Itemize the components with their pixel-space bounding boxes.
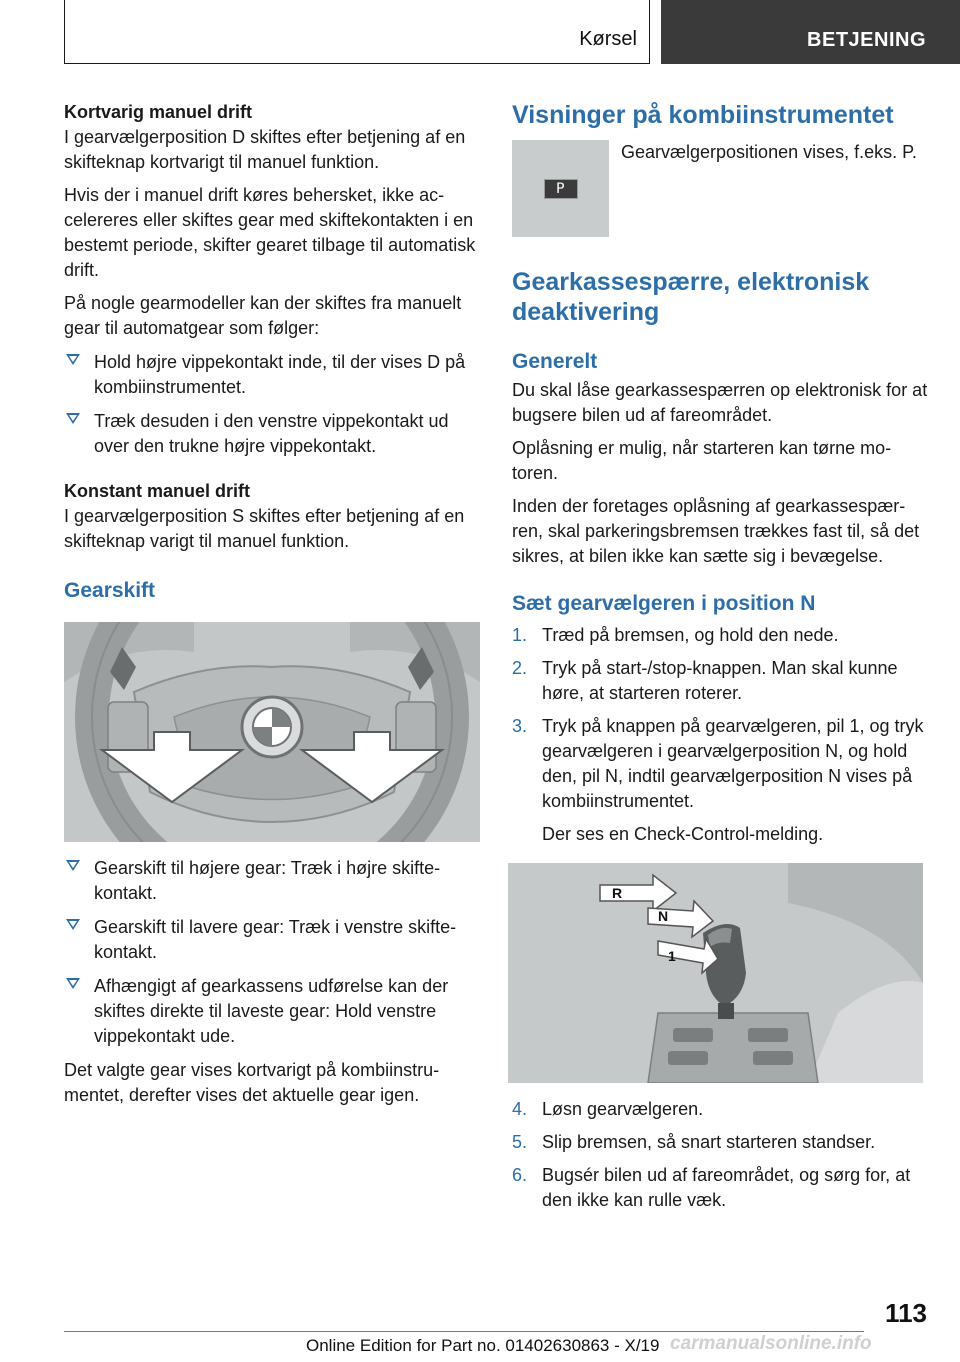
gearskift-bullet bbox=[64, 974, 482, 1049]
gear-display-letter: P bbox=[556, 181, 565, 197]
footer-divider bbox=[64, 1331, 864, 1332]
gearskift-bullet bbox=[64, 856, 482, 906]
generelt-paragraph-2: Oplåsning er mulig, når starteren kan tørne motoren. bbox=[512, 438, 892, 483]
right-column bbox=[512, 100, 928, 1221]
kortvarig-paragraph-2: Hvis der i manuel drift køres behersket, ikke accelereres eller skiftes gear med skiftekontakten i en bestemt periode, skifter gearet tilbage til automatisk drift. bbox=[64, 185, 476, 280]
arrow-label-r: R bbox=[612, 885, 623, 901]
saet-heading: Sæt gearvælgeren i position N bbox=[512, 592, 816, 615]
kortvarig-bullet bbox=[64, 409, 482, 459]
step3-note: Der ses en Check-Control-melding. bbox=[542, 824, 824, 844]
bullet-text: Hold højre vippekontakt inde, til der vises D på kombiinstrumentet. bbox=[94, 352, 466, 397]
gear-selector-illustration bbox=[508, 863, 923, 1083]
step-number: 2. bbox=[512, 658, 528, 678]
bullet-text: Træk desuden i den venstre vippekontakt ud over den trukne højre vippekontakt. bbox=[94, 411, 449, 456]
kortvarig-bullet bbox=[64, 350, 482, 400]
step-text: Tryk på knappen på gearvælgeren, pil 1, og tryk gearvælgeren i gearvælgerposition N, og hold den, pil N, indtil gearvælgerposition N vises på kombiinstrumentet. bbox=[542, 716, 924, 811]
gear-display-illustration bbox=[512, 140, 609, 237]
kortvarig-title: Kortvarig manuel drift bbox=[64, 102, 253, 122]
steering-wheel-drawing bbox=[64, 622, 480, 842]
step-number: 3. bbox=[512, 716, 528, 736]
triangle-bullet-icon bbox=[66, 919, 80, 930]
bullet-text: Gearskift til højere gear: Træk i højre skiftekontakt. bbox=[94, 858, 441, 903]
triangle-bullet-icon bbox=[66, 413, 80, 424]
arrow-label-n: N bbox=[658, 908, 669, 924]
spaerre-heading: Gearkassespærre, elektronisk deaktivering bbox=[512, 268, 870, 326]
steering-wheel-illustration bbox=[64, 622, 480, 842]
step-text: Træd på bremsen, og hold den nede. bbox=[542, 625, 839, 645]
step-number: 5. bbox=[512, 1132, 528, 1152]
gearskift-heading: Gearskift bbox=[64, 579, 156, 602]
konstant-paragraph: I gearvælgerposition S skiftes efter betjening af en skifteknap varigt til manuel funktion. bbox=[64, 506, 465, 551]
visninger-heading: Visninger på kombiinstrumentet bbox=[512, 101, 894, 129]
header-section-box bbox=[64, 0, 650, 64]
bullet-text: Gearskift til lavere gear: Træk i venstre skiftekontakt. bbox=[94, 917, 457, 962]
generelt-heading: Generelt bbox=[512, 350, 598, 373]
kortvarig-paragraph-1: I gearvælgerposition D skiftes efter betjening af en skifteknap kortvarigt til manuel funktion. bbox=[64, 127, 466, 172]
footer-edition: Online Edition for Part no. 01402630863 - X/19 bbox=[306, 1336, 660, 1355]
step-number: 1. bbox=[512, 625, 528, 645]
visninger-text: Gearvælgerpositionen vises, f.eks. P. bbox=[621, 142, 917, 162]
step-number: 6. bbox=[512, 1165, 528, 1185]
gearskift-bullet bbox=[64, 915, 482, 965]
generelt-paragraph-1: Du skal låse gearkassespærren op elektronisk for at bugsere bilen ud af fareområdet. bbox=[512, 380, 928, 425]
gear-selector-drawing bbox=[508, 863, 923, 1083]
triangle-bullet-icon bbox=[66, 860, 80, 871]
footer-watermark: carmanualsonline.info bbox=[670, 1333, 872, 1354]
kortvarig-paragraph-3: På nogle gearmodeller kan der skiftes fra manuelt gear til automatgear som følger: bbox=[64, 293, 462, 338]
triangle-bullet-icon bbox=[66, 354, 80, 365]
header-chapter-title: BETJENING bbox=[807, 29, 926, 51]
header-section-title: Kørsel bbox=[579, 28, 637, 50]
page-number: 113 bbox=[885, 1298, 927, 1328]
step-item bbox=[512, 1130, 928, 1155]
step-item bbox=[512, 1163, 928, 1213]
step-item bbox=[512, 714, 928, 814]
step-number: 4. bbox=[512, 1099, 528, 1119]
step-text: Slip bremsen, så snart starteren standser. bbox=[542, 1132, 876, 1152]
visninger-block bbox=[512, 140, 928, 237]
step-item bbox=[512, 1097, 928, 1122]
bullet-text: Afhængigt af gearkassens udførelse kan der skiftes direkte til laveste gear: Hold venstre vippekontakt ude. bbox=[94, 976, 449, 1046]
header-chapter-box bbox=[661, 0, 960, 64]
step-item bbox=[512, 656, 928, 706]
step-text: Tryk på start-/stop-knappen. Man skal kunne høre, at starteren roterer. bbox=[542, 658, 898, 703]
konstant-title: Konstant manuel drift bbox=[64, 481, 251, 501]
gear-display-screen bbox=[544, 179, 578, 199]
left-column bbox=[64, 100, 482, 1116]
step-item bbox=[512, 623, 928, 648]
gearskift-paragraph: Det valgte gear vises kortvarigt på kombiinstrumentet, derefter vises det aktuelle gear igen. bbox=[64, 1060, 440, 1105]
arrow-label-1: 1 bbox=[668, 948, 676, 964]
step-text: Bugsér bilen ud af fareområdet, og sørg for, at den ikke kan rulle væk. bbox=[542, 1165, 911, 1210]
triangle-bullet-icon bbox=[66, 978, 80, 989]
step-text: Løsn gearvælgeren. bbox=[542, 1099, 704, 1119]
generelt-paragraph-3: Inden der foretages oplåsning af gearkassespærren, skal parkeringsbremsen trækkes fast til, så det sikres, at bilen ikke kan sætte sig i bevægelse. bbox=[512, 496, 920, 566]
